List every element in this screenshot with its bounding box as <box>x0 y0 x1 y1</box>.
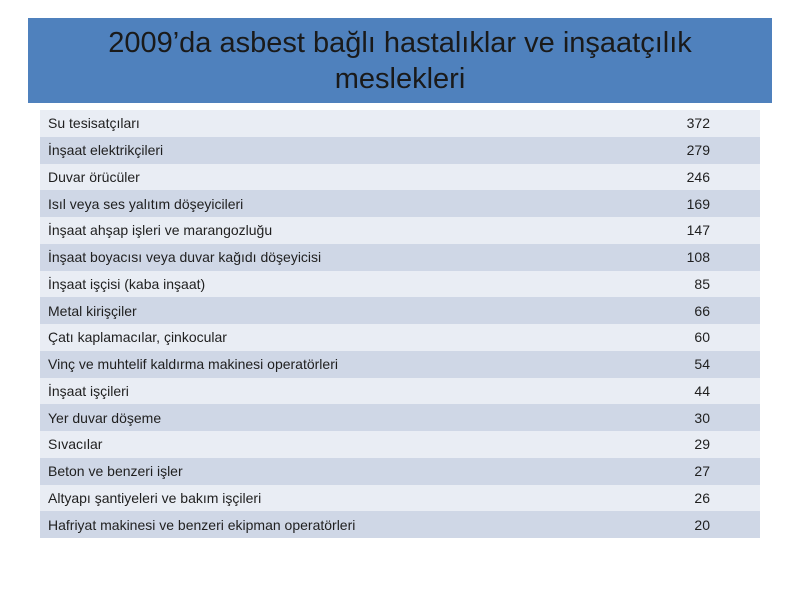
count-cell: 66 <box>640 297 760 324</box>
count-cell: 279 <box>640 137 760 164</box>
count-cell: 44 <box>640 378 760 405</box>
slide-title: 2009’da asbest bağlı hastalıklar ve inşaatçılık meslekleri <box>108 26 692 95</box>
occupation-cell: Çatı kaplamacılar, çinkocular <box>40 324 640 351</box>
occupation-cell: Altyapı şantiyeleri ve bakım işçileri <box>40 485 640 512</box>
occupation-cell: Metal kirişçiler <box>40 297 640 324</box>
table-row <box>40 110 760 137</box>
occupation-cell: İnşaat boyacısı veya duvar kağıdı döşeyicisi <box>40 244 640 271</box>
table-row <box>40 404 760 431</box>
table-row <box>40 378 760 405</box>
table-row <box>40 431 760 458</box>
count-cell: 30 <box>640 404 760 431</box>
occupation-cell: Sıvacılar <box>40 431 640 458</box>
table-row <box>40 458 760 485</box>
table-row <box>40 351 760 378</box>
table-row <box>40 190 760 217</box>
table-row <box>40 271 760 298</box>
count-cell: 85 <box>640 271 760 298</box>
occupation-cell: Vinç ve muhtelif kaldırma makinesi operatörleri <box>40 351 640 378</box>
table-row <box>40 485 760 512</box>
table-row <box>40 164 760 191</box>
slide-title-banner <box>28 18 772 103</box>
count-cell: 60 <box>640 324 760 351</box>
table-row <box>40 511 760 538</box>
count-cell: 26 <box>640 485 760 512</box>
table-row <box>40 324 760 351</box>
occupation-cell: Isıl veya ses yalıtım döşeyicileri <box>40 190 640 217</box>
table-row <box>40 297 760 324</box>
occupation-cell: Duvar örücüler <box>40 164 640 191</box>
table-row <box>40 244 760 271</box>
occupation-cell: Beton ve benzeri işler <box>40 458 640 485</box>
table-body <box>40 110 760 538</box>
occupation-cell: İnşaat işçisi (kaba inşaat) <box>40 271 640 298</box>
count-cell: 372 <box>640 110 760 137</box>
occupation-cell: Su tesisatçıları <box>40 110 640 137</box>
occupation-cell: İnşaat ahşap işleri ve marangozluğu <box>40 217 640 244</box>
count-cell: 246 <box>640 164 760 191</box>
occupation-cell: İnşaat işçileri <box>40 378 640 405</box>
count-cell: 108 <box>640 244 760 271</box>
occupation-cell: İnşaat elektrikçileri <box>40 137 640 164</box>
count-cell: 27 <box>640 458 760 485</box>
count-cell: 29 <box>640 431 760 458</box>
table-row <box>40 217 760 244</box>
count-cell: 169 <box>640 190 760 217</box>
count-cell: 54 <box>640 351 760 378</box>
count-cell: 20 <box>640 511 760 538</box>
occupation-cell: Hafriyat makinesi ve benzeri ekipman operatörleri <box>40 511 640 538</box>
occupation-table <box>40 110 760 538</box>
table-row <box>40 137 760 164</box>
count-cell: 147 <box>640 217 760 244</box>
occupation-cell: Yer duvar döşeme <box>40 404 640 431</box>
